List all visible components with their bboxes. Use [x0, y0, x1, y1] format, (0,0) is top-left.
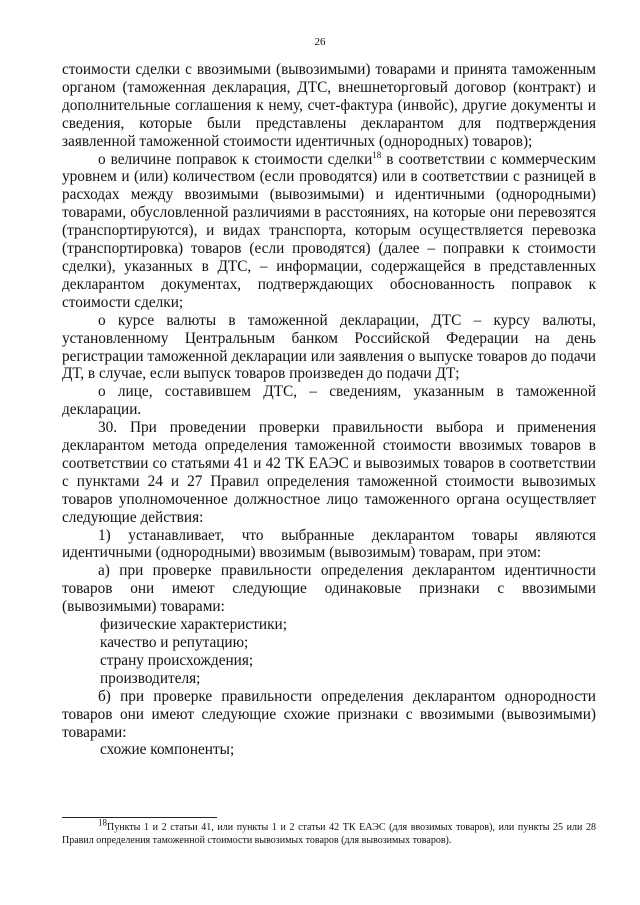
paragraph-adjustments — [62, 151, 596, 312]
body-text — [62, 61, 596, 759]
paragraph-transaction-value-continued: стоимости сделки с ввозимыми (вывозимыми) товарами и принята таможенным органом (таможенная декларация, ДТС, внешнеторговый договор (контракт) и дополнительные соглашения к нему, счет-фактура (инвойс), другие документы и сведения, которые были представлены декларантом для подтверждения заявленной таможенной стоимости идентичных (однородных) товаров); — [62, 61, 596, 150]
paragraph-currency-rate: о курсе валюты в таможенной декларации, ДТС – курсу валюты, установленному Центральным банком Российской Федерации на день регистрации таможенной декларации или заявления о выпуске товаров до подачи ДТ, в случае, если выпуск товаров произведен до подачи ДТ; — [62, 311, 596, 383]
list-item-origin: страну происхождения; — [100, 651, 254, 669]
footnote-text: Пункты 1 и 2 статьи 41, или пункты 1 и 2 статьи 42 ТК ЕАЭС (для ввозимых товаров), или пункты 25 или 28 Правил определения таможенной стоимости вывозимых товаров (для вывозимых товаров). — [62, 822, 596, 846]
paragraph-section-30: 30. При проведении проверки правильности выбора и применения декларантом метода определения таможенной стоимости ввозимых товаров в соответствии со статьями 41 и 42 ТК ЕАЭС и вывозимых товаров в соответствии с пунктами 24 и 27 Правил определения таможенной стоимости вывозимых товаров уполномоченное должностное лицо таможенного органа осуществляет следующие действия: — [62, 419, 596, 526]
footnote-reference: 18 — [372, 149, 382, 160]
footnote — [62, 817, 596, 847]
footnote-divider — [62, 817, 217, 818]
paragraph-item-b: б) при проверке правильности определения декларантом однородности товаров они имеют следующие схожие признаки с ввозимыми (вывозимыми) товарами: — [62, 687, 596, 741]
list-item-physical: физические характеристики; — [100, 616, 287, 634]
paragraph-dts-author: о лице, составившем ДТС, – сведениям, указанным в таможенной декларации. — [62, 383, 596, 419]
page-number: 26 — [314, 36, 326, 48]
footnote-paragraph — [62, 817, 596, 847]
footnote-marker: 18 — [98, 817, 107, 828]
paragraph-item-1: 1) устанавливает, что выбранные декларантом товары являются идентичными (однородными) ввозимым (вывозимым) товарам, при этом: — [62, 526, 596, 562]
list-item-quality: качество и репутацию; — [100, 634, 249, 651]
list-item-components: схожие компоненты; — [100, 741, 235, 759]
paragraph-adjustments-start: о величине поправок к стоимости сделки — [98, 150, 373, 168]
list-item-producer: производителя; — [100, 669, 201, 687]
paragraph-item-a: а) при проверке правильности определения декларантом идентичности товаров они имеют следующие одинаковые признаки с ввозимыми (вывозимыми) товарами: — [62, 562, 596, 616]
paragraph-adjustments-rest: в соответствии с коммерческим уровнем и (или) количеством (если проводятся) или в соответствии с разницей в расходах между ввозимыми (вывозимыми) и идентичными (однородными) товарами, обусловленной различиями в расстояниях, на которые они перевозятся (транспортируются), и видах транспорта, которым осуществляется перевозка (транспортировка) товаров (если проводятся) (далее – поправки к стоимости сделки), указанных в ДТС, – информации, содержащейся в представленных декларантом документах, подтверждающих обоснованность поправок к стоимости сделки; — [62, 150, 596, 311]
